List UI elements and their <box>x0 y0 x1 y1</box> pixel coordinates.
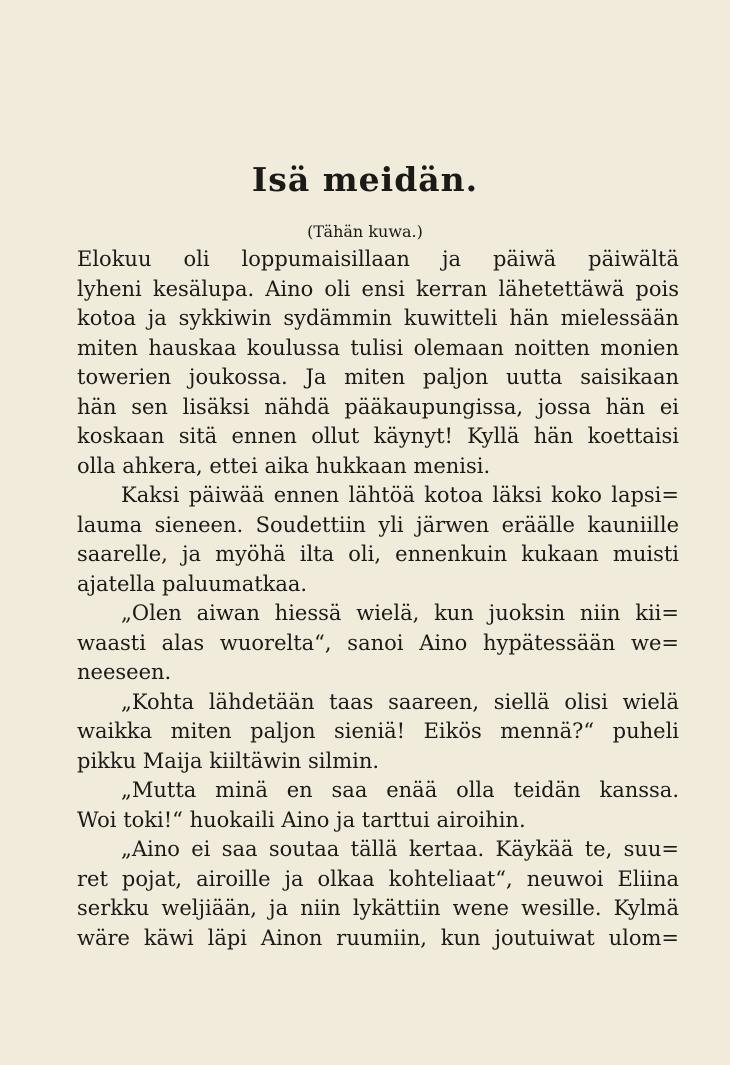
text-line: neeseen. <box>77 660 172 684</box>
text-line: „Aino ei saa soutaa tällä kertaa. Käykää te, suu= <box>121 837 679 861</box>
text-line: pikku Maija kiiltäwin silmin. <box>77 748 380 773</box>
text-line: wäre käwi läpi Ainon ruumiin, kun joutuiwat ulom= <box>77 925 679 950</box>
text-line: Woi toki!“ huokaili Aino ja tarttui airoihin. <box>77 807 526 832</box>
text-line: „Olen aiwan hiessä wielä, kun juoksin niin kii= <box>121 601 679 625</box>
text-line: serkku weljiään, ja niin lykättiin wene wesille. Kylmä <box>77 896 679 920</box>
text-line: waikka miten paljon sieniä! Eikös mennä?“ puheli <box>77 719 679 743</box>
text-line: olla ahkera, ettei aika hukkaan menisi. <box>77 453 491 478</box>
image-placeholder-note: (Tähän kuwa.) <box>307 222 423 241</box>
text-line: lauma sieneen. Soudettiin yli järwen eräälle kauniille <box>77 512 679 537</box>
text-line: lyheni kesälupa. Aino oli ensi kerran lähetettäwä pois <box>77 276 679 301</box>
text-line: waasti alas wuorelta“, sanoi Aino hypätessään we= <box>77 630 679 655</box>
chapter-title: Isä meidän. <box>251 160 479 199</box>
text-line: hän sen lisäksi nähdä pääkaupungissa, jossa hän ei <box>77 394 679 419</box>
text-line: miten hauskaa koulussa tulisi olemaan noitten monien <box>77 335 679 360</box>
text-line: towerien joukossa. Ja miten paljon uutta saisikaan <box>77 365 679 389</box>
text-line: ajatella paluumatkaa. <box>77 571 308 596</box>
text-line: saarelle, ja myöhä ilta oli, ennenkuin kukaan muisti <box>77 542 679 566</box>
text-line: kotoa ja sykkiwin sydämmin kuwitteli hän mielessään <box>77 306 679 330</box>
text-line: „Kohta lähdetään taas saareen, siellä olisi wielä <box>121 689 679 714</box>
text-line: ret pojat, airoille ja olkaa kohteliaat“, neuwoi Eliina <box>77 866 679 891</box>
text-line: Kaksi päiwää ennen lähtöä kotoa läksi koko lapsi= <box>121 483 679 507</box>
text-line: Elokuu oli loppumaisillaan ja päiwä päiwältä <box>77 247 679 271</box>
text-line: koskaan sitä ennen ollut käynyt! Kyllä hän koettaisi <box>77 424 679 448</box>
body-text <box>77 245 679 953</box>
text-line: „Mutta minä en saa enää olla teidän kanssa. <box>121 778 679 802</box>
